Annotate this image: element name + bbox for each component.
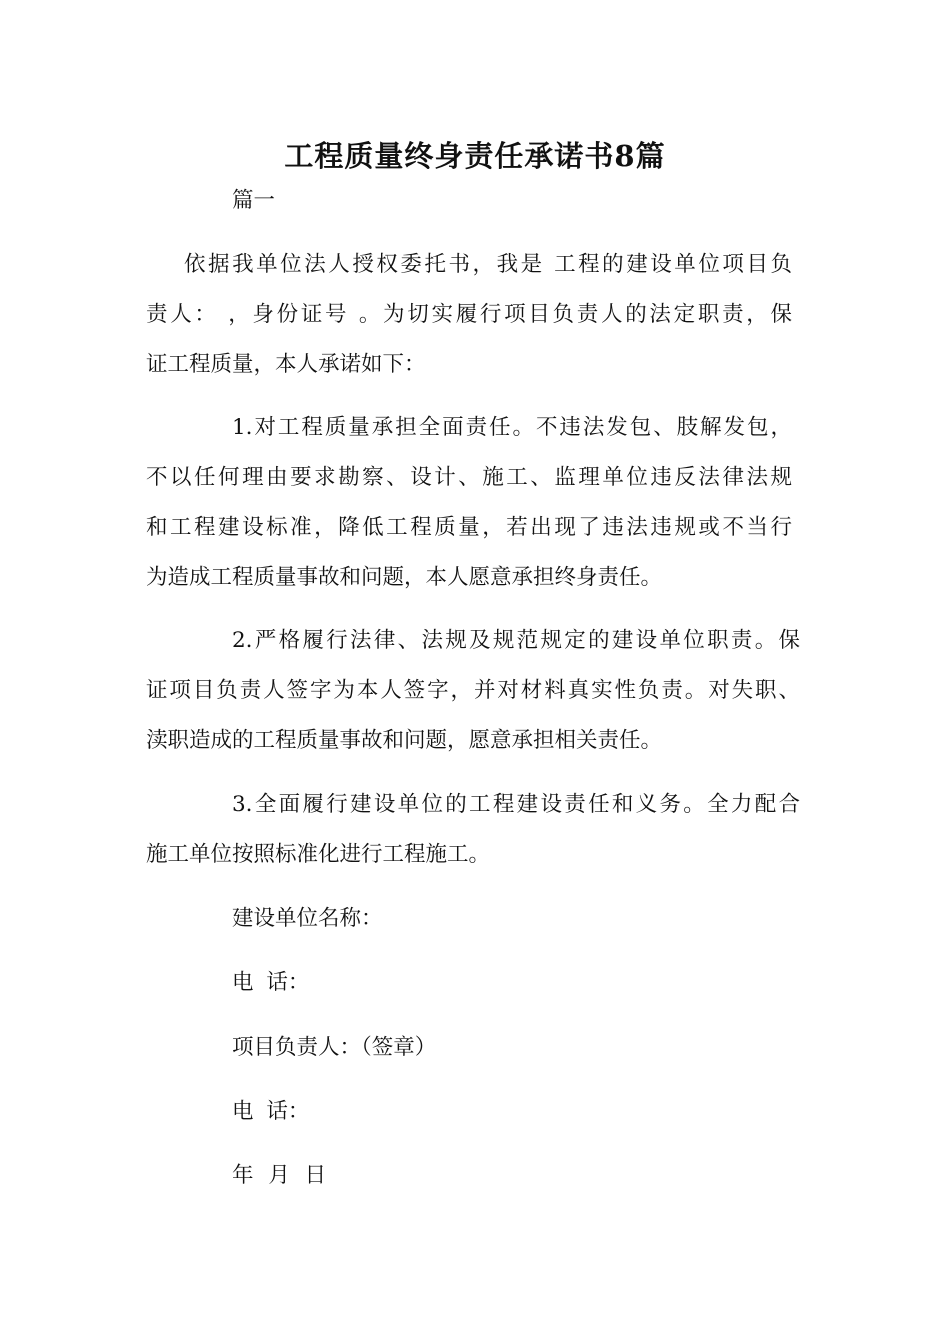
- item1-line-1: 1.对工程质量承担全面责任。不违法发包、肢解发包，: [232, 415, 792, 440]
- item2-line-1: 2.严格履行法律、法规及规范规定的建设单位职责。保: [232, 628, 800, 653]
- intro-line-1: 依据我单位法人授权委托书，我是 工程的建设单位项目负: [184, 252, 792, 277]
- intro-line-2: 责人： ，身份证号 。为切实履行项目负责人的法定职责，保: [146, 302, 792, 327]
- document-title: 工程质量终身责任承诺书8篇: [284, 139, 666, 173]
- item3-line-1: 3.全面履行建设单位的工程建设责任和义务。全力配合: [232, 792, 800, 817]
- item1-line-4: 为造成工程质量事故和问题，本人愿意承担终身责任。: [146, 565, 663, 590]
- unit-name-label: 建设单位名称：: [232, 906, 383, 931]
- item3-line-2: 施工单位按照标准化进行工程施工。: [146, 842, 491, 867]
- item2-line-2: 证项目负责人签字为本人签字，并对材料真实性负责。对失职、: [146, 678, 800, 703]
- item2-line-3: 渎职造成的工程质量事故和问题，愿意承担相关责任。: [146, 728, 663, 753]
- item1-line-3: 和工程建设标准，降低工程质量，若出现了违法违规或不当行: [146, 515, 792, 540]
- phone-label-1: 电 话：: [232, 970, 310, 995]
- intro-line-3: 证工程质量，本人承诺如下：: [146, 352, 426, 377]
- item1-line-2: 不以任何理由要求勘察、设计、施工、监理单位违反法律法规: [146, 465, 792, 490]
- phone-label-2: 电 话：: [232, 1099, 310, 1124]
- project-leader-label: 项目负责人：（签章）: [232, 1035, 437, 1060]
- date-label: 年 月 日: [232, 1163, 327, 1188]
- section-label: 篇一: [232, 188, 276, 213]
